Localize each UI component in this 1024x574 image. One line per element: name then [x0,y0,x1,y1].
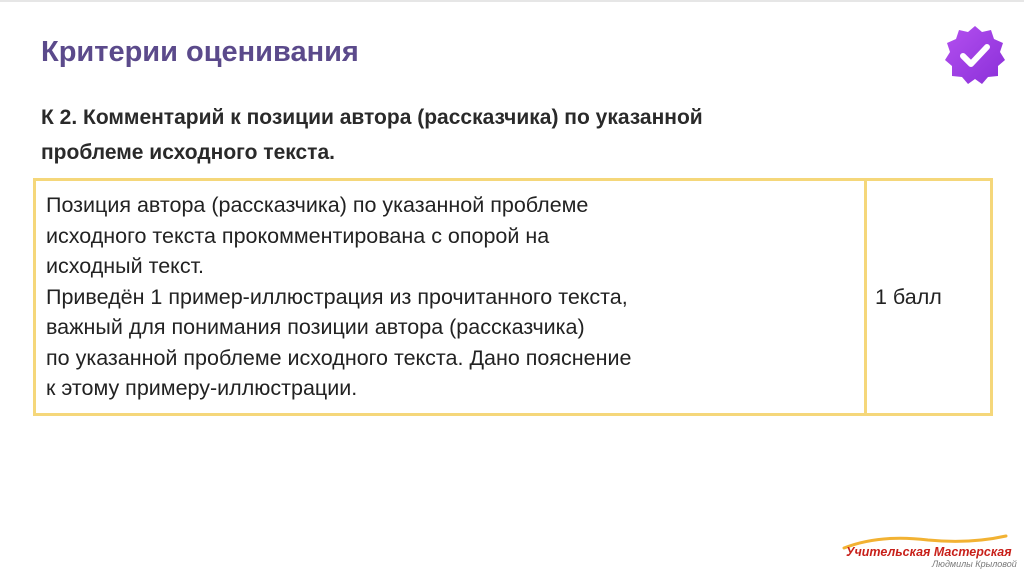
checkmark-badge-icon [944,24,1006,86]
workshop-logo [840,532,1017,569]
top-border-line [0,0,1024,2]
criterion-heading-line: К 2. Комментарий к позиции автора (рассказчика) по указанной [41,106,703,129]
description-line: Приведён 1 пример-иллюстрация из прочитанного текста, [46,284,628,309]
description-line: исходного текста прокомментирована с опорой на [46,223,550,248]
description-line: важный для понимания позиции автора (рассказчика) [46,315,585,340]
table-row [35,180,992,415]
criterion-description-cell [35,180,866,415]
page-title: Критерии оценивания [41,36,359,68]
criterion-heading-line: проблеме исходного текста. [41,141,335,164]
description-line: по указанной проблеме исходного текста. Дано пояснение [46,345,632,370]
score-cell [866,180,992,415]
criterion-heading [41,100,921,170]
description-line: к этому примеру-иллюстрации. [46,376,358,401]
description-line: Позиция автора (рассказчика) по указанной проблеме [46,193,589,218]
description-line: исходный текст. [46,254,205,279]
logo-sub-text: Людмилы Крыловой [932,559,1017,569]
criteria-table [33,178,993,416]
logo-main-text: Учительская Мастерская [846,545,1012,559]
score-value: 1 балл [875,284,942,309]
